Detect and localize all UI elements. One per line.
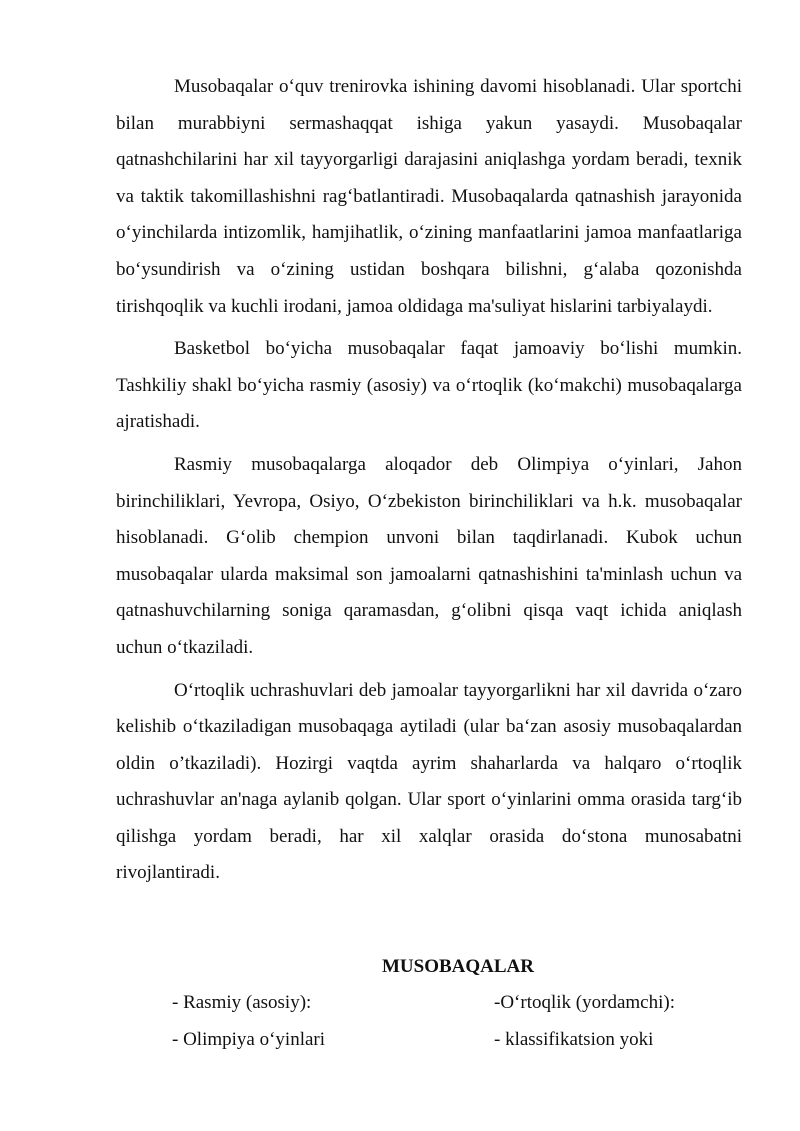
list-row [172,985,772,1021]
list-item-right: - klassifikatsion yoki [494,1029,654,1050]
document-body [116,69,742,898]
list-row [172,1022,772,1058]
paragraph-4: O‘rtoqlik uchrashuvlari deb jamoalar tayyorgarlikni har xil davrida o‘zaro kelishib o‘tkaziladigan musobaqaga aytiladi (ular ba‘zan asosiy musobaqalardan oldin o’tkaziladi). Hozirgi vaqtda ayrim shaharlarda va halqaro o‘rtoqlik uchrashuvlar an'naga aylanib qolgan. Ular sport o‘yinlarini omma orasida targ‘ib qilishga yordam beradi, har xil xalqlar orasida do‘stona munosabatni rivojlantiradi. [116,679,742,884]
list-item-left: - Olimpiya o‘yinlari [172,1029,326,1050]
paragraph-3: Rasmiy musobaqalarga aloqador deb Olimpiya o‘yinlari, Jahon birinchiliklari, Yevropa, Osiyo, O‘zbekiston birinchiliklari va h.k. musobaqalar hisoblanadi. G‘olib chempion unvoni bilan taqdirlanadi. Kubok uchun musobaqalar ularda maksimal son jamoalarni qatnashishini ta'minlash uchun va qatnashuvchilarning soniga qaramasdan, g‘olibni qisqa vaqt ichida aniqlash uchun o‘tkaziladi. [116,453,742,658]
paragraph-1: Musobaqalar o‘quv trenirovka ishining davomi hisoblanadi. Ular sportchi bilan murabbiyni sermashaqqat ishiga yakun yasaydi. Musobaqalar qatnashchilarini har xil tayyorgarligi darajasini aniqlashga yordam beradi, texnik va taktik takomillashishni rag‘batlantiradi. Musobaqalarda qatnashish jarayonida o‘yinchilarda intizomlik, hamjihatlik, o‘zining manfaatlarini jamoa manfaatlariga bo‘ysundirish va o‘zining ustidan boshqara bilishni, g‘alaba qozonishda tirishqoqlik va kuchli irodani, jamoa oldidaga ma'suliyat hislarini tarbiyalaydi. [116,76,742,317]
list-item-left: - Rasmiy (asosiy): [172,992,312,1013]
paragraph-2: Basketbol bo‘yicha musobaqalar faqat jamoaviy bo‘lishi mumkin. Tashkiliy shakl bo‘yicha rasmiy (asosiy) va o‘rtoqlik (ko‘makchi) musobaqalarga ajratishadi. [116,338,742,433]
section-heading: MUSOBAQALAR [381,956,534,977]
list-item-right: -O‘rtoqlik (yordamchi): [494,992,675,1013]
